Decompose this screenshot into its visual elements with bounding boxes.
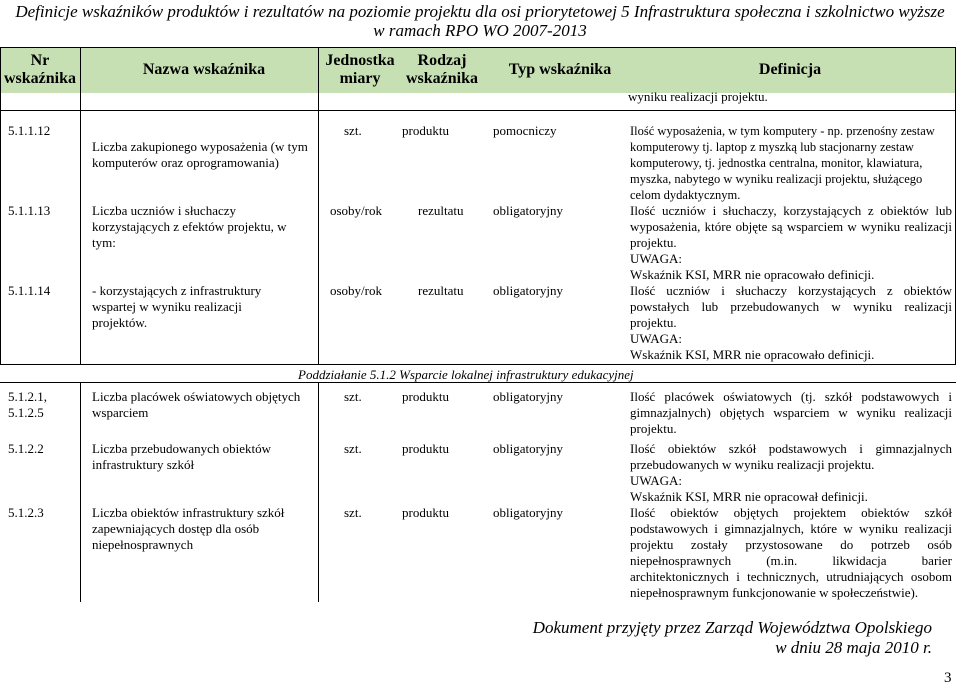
row2-def: Ilość uczniów i słuchaczy, korzystających z obiektów lub wyposażenia, które objęte są wsparciem w wyniku realizacji projektu. (630, 203, 952, 250)
row1-kind: produktu (402, 123, 449, 138)
row5-type: obligatoryjny (493, 441, 564, 456)
row3-kind: rezultatu (418, 283, 464, 298)
document-title-line2: w ramach RPO WO 2007-2013 (373, 21, 587, 40)
row6-type: obligatoryjny (493, 505, 564, 520)
col-header-name: Nazwa wskaźnika (142, 61, 266, 78)
row6-nr: 5.1.2.3 (8, 505, 44, 520)
subaction-heading: Poddziałanie 5.1.2 Wsparcie lokalnej infrastruktury edukacyjnej (298, 367, 634, 382)
row3-note-label: UWAGA: (630, 331, 682, 346)
row4-unit: szt. (344, 389, 362, 404)
row4-nr: 5.1.2.1, 5.1.2.5 (8, 389, 47, 420)
col-header-nr: Nr wskaźnika (3, 52, 77, 87)
row3-unit: osoby/rok (330, 283, 382, 298)
row3-note-text: Wskaźnik KSI, MRR nie opracowało definicji. (630, 347, 875, 362)
col-border-right (955, 47, 956, 364)
row3-name: - korzystających z infrastruktury wspartej w wyniku realizacji projektów. (92, 283, 262, 330)
row6-kind: produktu (402, 505, 449, 520)
subaction-border (0, 382, 956, 383)
row5-name: Liczba przebudowanych obiektów infrastruktury szkół (92, 441, 272, 472)
row2-nr: 5.1.1.13 (8, 203, 51, 218)
row6-unit: szt. (344, 505, 362, 520)
footer-line1: Dokument przyjęty przez Zarząd Województwa Opolskiego (532, 618, 932, 637)
row4-type: obligatoryjny (493, 389, 564, 404)
page-number: 3 (944, 670, 952, 686)
col-border-2b (318, 382, 319, 602)
col-header-unit: Jednostka miary (325, 52, 395, 87)
row5-kind: produktu (402, 441, 449, 456)
col-header-def: Definicja (758, 61, 822, 78)
row6-name: Liczba obiektów infrastruktury szkół zapewniających dostęp dla osób niepełnosprawnych (92, 505, 285, 552)
footer-line2: w dniu 28 maja 2010 r. (775, 638, 932, 657)
row5-note-label: UWAGA: (630, 473, 682, 488)
row2-note-text: Wskaźnik KSI, MRR nie opracowało definicji. (630, 267, 875, 282)
col-header-kind: Rodzaj wskaźnika (405, 52, 479, 87)
row5-def: Ilość obiektów szkół podstawowych i gimnazjalnych przebudowanych w wyniku realizacji projektu. (630, 441, 952, 472)
row5-nr: 5.1.2.2 (8, 441, 44, 456)
row4-kind: produktu (402, 389, 449, 404)
col-border-1b (80, 382, 81, 602)
row2-type: obligatoryjny (493, 203, 564, 218)
row5-note-text: Wskaźnik KSI, MRR nie opracował definicji. (630, 489, 868, 504)
row1-def: Ilość wyposażenia, w tym komputery - np. przenośny zestaw komputerowy tj. laptop z myszką lub stacjonarny zestaw komputerowy, tj. jednostka centralna, monitor, klawiatura, myszka, nabytego w wyniku realizacji projektu, służącego celom dydaktycznym. (630, 124, 935, 202)
document-title-line1: Definicje wskaźników produktów i rezultatów na poziomie projektu dla osi priorytetowej 5 Infrastruktura społeczna i szkolnictwo wyższe (15, 2, 945, 21)
section-border (0, 364, 956, 365)
row4-def: Ilość placówek oświatowych (tj. szkół podstawowych i gimnazjalnych) objętych wsparciem w wyniku realizacji projektu. (630, 389, 952, 436)
row3-def: Ilość uczniów i słuchaczy korzystających z obiektów powstałych lub przebudowanych w wyniku realizacji projektu. (630, 283, 952, 330)
row1-nr: 5.1.1.12 (8, 123, 51, 138)
row1-name: Liczba zakupionego wyposażenia (w tym komputerów oraz oprogramowania) (92, 139, 308, 170)
row4-name: Liczba placówek oświatowych objętych wsparciem (92, 389, 301, 420)
row2-note-label: UWAGA: (630, 251, 682, 266)
col-header-type: Typ wskaźnika (508, 61, 612, 78)
col-border-left (0, 47, 1, 364)
col-border-1 (80, 47, 81, 364)
header-bottom-border (0, 110, 956, 111)
row5-unit: szt. (344, 441, 362, 456)
col-border-2 (318, 47, 319, 364)
row1-unit: szt. (344, 123, 362, 138)
carryover-text: wyniku realizacji projektu. (628, 89, 768, 104)
row2-kind: rezultatu (418, 203, 464, 218)
row6-def: Ilość obiektów objętych projektem obiektów szkół podstawowych i gimnazjalnych, które w wyniku realizacji projektu zostały przystosowane do potrzeb osób niepełnosprawnych (m.in. likwidacja barier architektonicznych i technicznych, utrudniających osobom niepełnosprawnym funkcjonowanie w społeczeństwie). (630, 505, 952, 600)
row1-type: pomocniczy (493, 123, 557, 138)
row3-type: obligatoryjny (493, 283, 564, 298)
row2-name: Liczba uczniów i słuchaczy korzystających z efektów projektu, w tym: (92, 203, 287, 250)
row2-unit: osoby/rok (330, 203, 382, 218)
row3-nr: 5.1.1.14 (8, 283, 51, 298)
